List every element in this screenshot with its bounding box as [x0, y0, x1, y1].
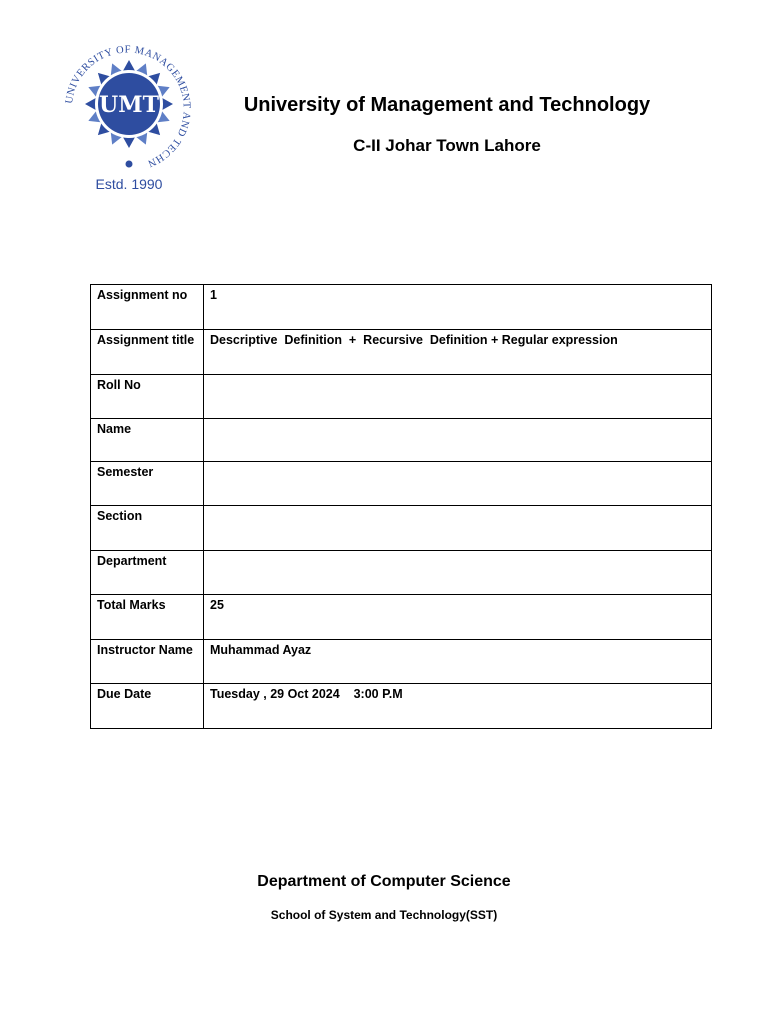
- university-address: C-II Johar Town Lahore: [353, 136, 541, 155]
- table-row-name: [91, 419, 712, 462]
- row-label: Section: [91, 506, 204, 551]
- row-value: [204, 506, 712, 551]
- row-value: 25: [204, 595, 712, 640]
- row-value: [204, 419, 712, 462]
- row-label: Due Date: [91, 684, 204, 729]
- table-row-section: [91, 506, 712, 551]
- row-label: Assignment title: [91, 330, 204, 375]
- row-label: Assignment no: [91, 285, 204, 330]
- row-label: Semester: [91, 462, 204, 506]
- sunburst-ray: [123, 60, 136, 72]
- school-name: School of System and Technology(SST): [270, 908, 498, 922]
- sunburst-ray: [85, 98, 97, 111]
- table-row-total-marks: [91, 595, 712, 640]
- row-label: Instructor Name: [91, 640, 204, 684]
- row-label: Total Marks: [91, 595, 204, 640]
- row-label: Department: [91, 551, 204, 595]
- sunburst-ray: [161, 98, 173, 111]
- logo-monogram: UMT: [99, 92, 159, 118]
- row-value: Descriptive Definition + Recursive Definition + Regular expression: [204, 330, 712, 375]
- row-value: [204, 375, 712, 419]
- logo-established: Estd. 1990: [95, 176, 163, 192]
- row-value: [204, 462, 712, 506]
- umt-seal-icon: [52, 38, 206, 196]
- table-row-department: [91, 551, 712, 595]
- university-logo: [52, 38, 206, 196]
- logo-ring-text: UNIVERSITY OF MANAGEMENT AND TECHN: [63, 44, 192, 169]
- university-name: University of Management and Technology: [243, 94, 651, 116]
- table-row-semester: [91, 462, 712, 506]
- row-value: [204, 551, 712, 595]
- table-row-assignment-title: [91, 330, 712, 375]
- row-value: Tuesday , 29 Oct 2024 3:00 P.M: [204, 684, 712, 729]
- row-value: 1: [204, 285, 712, 330]
- table-row-due-date: [91, 684, 712, 729]
- table-row-instructor-name: [91, 640, 712, 684]
- sunburst-ray: [123, 136, 136, 148]
- row-label: Roll No: [91, 375, 204, 419]
- table-row-assignment-no: [91, 285, 712, 330]
- assignment-cover-table: [90, 284, 712, 729]
- row-value: Muhammad Ayaz: [204, 640, 712, 684]
- department-name: Department of Computer Science: [257, 873, 511, 890]
- row-label: Name: [91, 419, 204, 462]
- table-row-roll-no: [91, 375, 712, 419]
